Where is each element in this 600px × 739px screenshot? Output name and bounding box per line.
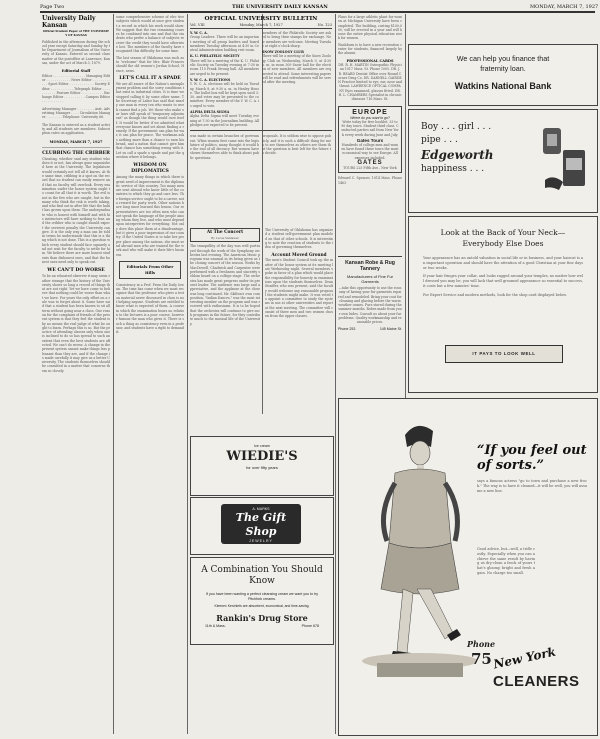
robe-ad: Kansan Robe & Rug Tannery Manufacturers of Fine Fur Garments —take this opportunity to use the economy of having your fur garments repaired and remodeled. Bring your coat for cleaning and glazing before the warm weather comes. Furs stored during the summer months. Robes made from your own hides. Consult us about your fur problems. Quality workmanship and reasonable prices. Phone 253 145 Maine St. bbox=[338, 256, 402, 396]
column-rule bbox=[113, 14, 114, 734]
europe-ad: EUROPE Where do you want to go? Write today for free booklet. 33 to 90 day tours. Student third class. Conducted parties sail from New York every week during June and July. Gates Tours Hundreds of college men and women have found these tours the most economical way to see Europe. All expenses included. GATES TOURS 225 Fifth Ave., New York bbox=[338, 106, 402, 174]
rankin-address: 11th & Mass. bbox=[205, 623, 226, 628]
gift-shop-top: A. MARKS bbox=[252, 507, 270, 511]
robe-line4: Garments bbox=[361, 279, 379, 284]
header-date: MONDAY, MARCH 7, 1927 bbox=[530, 4, 599, 10]
council-column: The University of Oklahoma has organized a student self-government plan modeled on that of other schools. It is interesting to note the reaction of students to the idea of governing themselves. Account Moved Ground The men's Student Council took up the matter of the honor system at its meeting last Wednesday night. Several members spoke in favor of a plan which would place the responsibility for honesty in examinations upon the students themselves. Dean Stouffer, who was present, said the faculty would welcome any reasonable proposal the students might make. It was voted to appoint a committee to study the systems in use at other universities and report at the next meeting. The committee will consist of three men and two women chosen from the upper classes. bbox=[265, 228, 333, 319]
column-two-headline-1: LET'S CALL IT A SPADE bbox=[119, 75, 181, 81]
edgeworth-line1: Boy . . . girl . . . bbox=[421, 122, 492, 132]
header-rule bbox=[40, 11, 595, 13]
column-two: some comprehensive scheme of elec tive subjects which would at once give student a record in which his work would show. We suggest that the two remaining courses be combined into one and that the students who prefer a balance of subjects receive the credit they would have otherwise lost. The members of the faculty have recognized this difficulty for some time. The last season of Oklahoma was such as to "welcome" that for Mrs. Blair Frances should the old women's Jordan School, Hence, news. LET'S CALL IT A SPADE We are all aware of the Nation's unemployment problem and the sorry conditions that exist in industrial cities. It is time we stopped calling it by some other name. The Secretary of Labor has said that nearly one man in every ten who wants to work cannot find a job. Yet those who make our laws still speak of "temporary adjustment" as though the thing would cure itself. It would be better if we admitted what everyone knows and set about finding a remedy. If the government can plan for war, it can plan for peace. The workman asks nothing more than a chance to earn his bread, and a nation that cannot give him that chance has something wrong with it. Let us call a spade a spade and put the question where it belongs. WISDOM ON DIPLOMATICS Among the many things in which there is great need of improvement is the diplomatic service of this country. Too many men are sent abroad who know little of the countries to which they go and care less. The foreign service ought to be a career, not a reward for party work. Other nations have long since learned this lesson. Our representatives are too often men who cannot speak the language of the people among whom they live, and who must depend upon interpreters for everything. Not only does this place them at a disadvantage, but it gives a poor impression of our country. If the United States is to take her proper place among the nations, she must send abroad men who are trained for the work and who will make it their life's business. Editorials From Other Hills Consistency in a Prof. From the Daily Iowan. The time has come when we must recognize that the professor who gives a test on material never discussed in class is not helping anyone. Students are entitled to know what is expected of them. A course in which the examination bears no relation to the lectures is a poor course, however famous the man who gives it. There is such a thing as consistency even in a professor, and students have a right to demand it. bbox=[116, 15, 184, 335]
notice-heading: Y. W. C. A. bbox=[190, 31, 208, 35]
masthead-name: University Daily Kansan bbox=[42, 15, 96, 29]
watkins-name: Watkins National Bank bbox=[454, 81, 552, 91]
editorial-headline-1: CLUBBING THE CRIBBER bbox=[42, 150, 110, 156]
cleaners-word: CLEANERS bbox=[493, 673, 580, 690]
cleaners-quote: “If you feel out of sorts.” bbox=[477, 443, 587, 473]
notice-heading: ALPHA DELTA SIGMA bbox=[190, 110, 230, 115]
watkins-line1: We can help you finance that bbox=[456, 54, 550, 63]
notice-heading: Y. W. C. A. ELECTIONS bbox=[190, 77, 231, 82]
robe-address: 145 Maine St. bbox=[379, 326, 402, 331]
editorial-date: MONDAY, MARCH 7, 1927 bbox=[49, 139, 103, 144]
editorial-column: University Daily Kansan Official Student Paper of THE UNIVERSITY OF KANSAS Published in the afternoon during the school year except Saturday and Sunday by the Department of Journalism of the University of Kansas. Entered as second class matter at the postoffice at Lawrence, Kansas, under the act of March 3, 1879. Editorial Staff Editor . . . . . . . . . . . . . . . . Managing Editor . . . . . . . . . . . . News Editor . . . . . . . . . . . . Sport Editor . . . . . . . . . . . . Society Editor . . . . . . . . . . . Telegraph Editor . . . . . . . . . . . Feature Editor . . . . . . . . . . . Exchange Editor . . . . . . . . . . Campus Editor . . . . . . . . . . . Advertising Manager . . . . . . . . Asst. Advertising Manager . . . . Circulation Manager . . . . . . . . Telephone: University 66. The Kansan is entered as a student activity and all students are members. Subscription rates on application. MONDAY, MARCH 7, 1927 CLUBBING THE CRIBBER Cheating, whether said any student who does it or not, has always gone unpunished here at the University. The legislature would certainly not tell all it knows. At the same time, cribbing is a spot on the record that no student can easily remove and that no faculty will overlook. Every examination under the honor system ought to count for all that it is worth. The evil is not in the few who are caught, but in the many who think the risk is worth taking, and who find out in after life that the habit has grown upon them. The undergraduate who is honest with himself and with his instructors will have nothing to fear, and the cribber who is caught should expect the severest penalty the University can give. It is the only way a man can be told in terms he understands that this is a thing which is not done. This is a question which every student should face squarely and not wait for the faculty to settle for him. We believe there are more honest students than dishonest ones, and that the honest ones need only to speak out. WE CAN'T DO WORSE To be an educated observer it may seem rather strange that the history of the University shows so long a record of things that are not right. Yet we have come to believe that nothing could be worse than what we have. For years the only effort on a rule was to forget about it. Some have said that a student has been known to sit all term without going near a class. One reason for the complaint of friends of the present system is that they feel the student is by no means the real judge of what he ought to learn. Perhaps this is so. But the practice of attending classes only when one is inclined to do so has spread to such an extent that even the best students are affected. We can't do worse. A change in the present system cannot make things less pleasant than they are, and if the change is made carefully it may give us a better University. The students themselves should be consulted in a matter that concerns them so closely. bbox=[42, 15, 110, 373]
other-hills-box bbox=[119, 261, 181, 279]
concert-box bbox=[190, 228, 260, 242]
barber-badge-text: IT PAYS TO LOOK WELL bbox=[472, 351, 536, 356]
europe-name: EUROPE bbox=[352, 108, 388, 116]
bulletin-date: Monday, March 7, 1927 bbox=[239, 23, 283, 27]
column-rule bbox=[335, 14, 336, 734]
neck-line2: Everybody Else Does bbox=[462, 239, 544, 248]
column-rule bbox=[405, 14, 406, 399]
europe-tours-head: Gates Tours bbox=[356, 137, 384, 143]
gift-shop-bottom: JEWELRY bbox=[249, 539, 273, 543]
watkins-ad bbox=[408, 44, 598, 106]
column-two-headline-2: WISDOM ON DIPLOMATICS bbox=[131, 163, 169, 175]
column-rule bbox=[187, 14, 188, 734]
rankin-name: Rankin's Drug Store bbox=[216, 612, 308, 623]
rankin-phone: Phone 678 bbox=[301, 623, 319, 628]
editorial-headline-2: WE CAN'T DO WORSE bbox=[47, 268, 105, 274]
professional-cards-head: PROFESSIONAL CARDS bbox=[346, 58, 394, 63]
edgeworth-ad bbox=[408, 109, 598, 213]
wiedie-name: WIEDIE'S bbox=[226, 449, 298, 464]
rankin-body: If you have been wanting a perfect cleansing cream we want you to try Pitchfork creams. bbox=[205, 592, 319, 601]
cleaners-quote-block: “If you feel out of sorts.” says a famous actress "go to town and purchase a new frock." The way is to have it cleaned—it will be well, you will assume a new line. bbox=[477, 443, 587, 493]
council-headline: Account Moved Ground bbox=[271, 252, 327, 258]
notice-heading: SNOW ZOOLOGY CLUB bbox=[262, 50, 304, 55]
robe-line2: Tannery bbox=[360, 266, 380, 272]
notice-heading: K. U. PHILATELIC SOCIETY bbox=[190, 54, 240, 59]
bulletin: OFFICIAL UNIVERSITY BULLETIN Vol. VIII Monday, March 7, 1927 No. 123 Y. W. C. A. Group Leaders: There will be an important meeting of all group leaders and board members Tuesday afternoon at 4:30 in Central Administration building rest room. K. U. PHILATELIC SOCIETY There will be a meeting of the K. U. Philatelic Society on Tuesday evening at 7:30 in room 110 Frank Strong hall. All members are urged to be present. Y. W. C. A. ELECTIONS Y. W. C. A. elections will be held on Tuesday, March 8, at 9:30 a. m. in Henley House. The ballot box will be kept open until 3:30, and votes may be presented to the committee. Every member of the Y. W. C. A. is urged to vote. ALPHA DELTA SIGMA Alpha Delta Sigma will meet Tuesday evening at 7:30 in the Journalism building. All pledges are expected to be present. members of the Philatelic Society are asked to bring their stamps for exchange. New members are welcome. Meeting Tuesday at eight o'clock sharp. SNOW ZOOLOGY CLUB There will be a meeting of the Snow Zoology Club on Wednesday, March 9, at 4:30 p. m. in room 309 Snow hall for the election of new members. All members are requested to attend. Some interesting papers will be read and refreshments will be served after the meeting. was made in certain branches of government. When women first came into the legislature of politics, many thought it would be the end of all decency. But women have shown themselves able to think about public questions. proposals. It is seldom wise to oppose publicly, and it is such a difficult thing for men to see themselves as others see them that the question is best left for the future to decide. bbox=[190, 16, 332, 160]
gift-shop-name: The Gift Shop bbox=[235, 511, 287, 538]
staff-heading: Editorial Staff bbox=[61, 69, 91, 74]
watkins-line2: fraternity loan. bbox=[480, 64, 526, 73]
notices-column: Plans for a large athletic plant for women at Michigan University have been completed. The building, costing $100,000, will be erected in a year and will house the entire physical education work for women. Washburn is to have a new recreation center for students, financed largely by the alumni. PROFESSIONAL CARDS DR. R. H. MARTIN Osteopathic Physician 1017 Mass. St. Phone 1005. DR. J. R. BEARD Dentist Office over Round Corner Drug Co. DR. DARNELL GAIRDEN Practice limited to eye, ear, nose and throat. LAWRENCE OPTICAL COMPANY Eyes examined, glasses fitted. DR. H. L. CHAMBERS Specialist in chronic diseases 716 Mass. St. EUROPE Where do you want to go? Write today for free booklet. 33 to 90 day tours. Student third class. Conducted parties sail from New York every week during June and July. Gates Tours Hundreds of college men and women have found these tours the most economical way to see Europe. All expenses included. GATES TOURS 225 Fifth Ave., New York Edward C. Spencer, 1014 Mass. Phone 1463 bbox=[338, 15, 402, 185]
wiedie-ad bbox=[190, 436, 334, 496]
wiedie-line3: for over fifty years bbox=[246, 465, 278, 470]
cleaners-logo bbox=[465, 619, 591, 729]
paper-title: THE UNIVERSITY DAILY KANSAN bbox=[232, 4, 328, 10]
gift-shop-ad bbox=[190, 497, 334, 555]
rankin-sub: Kleenex Kerchiefs are absorbent, economical, and time-saving. bbox=[214, 604, 310, 609]
cleaners-phone-word: Phone bbox=[467, 639, 496, 649]
wiedie-line1: Ice cream bbox=[254, 444, 270, 448]
robe-phone: Phone 253 bbox=[338, 326, 356, 331]
other-hills-title: Editorials From Other Hills bbox=[126, 263, 174, 275]
gift-shop-logo bbox=[221, 504, 301, 544]
barber-ad: Look at the Back of Your Neck— Everybody Else Does Your appearance has an untold valuation in social life or in business, and your haircut is an important operation and should have the attention of a good Christian at your fine days or two weeks. If your hair fringes your collar, and looks ragged around your temples, no matter how well dressed you may be, you will lack that well groomed appearance so essential to success, it costs but a few minutes' time. For Expert Service and modern methods, look for the shop card displayed below. IT PAYS TO LOOK WELL bbox=[408, 216, 598, 393]
bulletin-title: OFFICIAL UNIVERSITY BULLETIN bbox=[204, 16, 318, 22]
cleaners-ad: “If you feel out of sorts.” says a famous actress "go to town and purchase a new frock." The way is to have it cleaned—it will be well, you will assume a new line. Good advice, but—well, a trifle costly. Especially when you can achieve the same result by having us dry-clean a frock of yours that's gloomy, bright and fresh again. No charge too small. Phone 75 New York CLEANERS bbox=[338, 398, 598, 736]
page-label: Page Two bbox=[40, 4, 65, 10]
robe-line1: Kansan Robe & Rug bbox=[345, 260, 395, 266]
tobacco-tin-icon bbox=[539, 120, 589, 200]
edgeworth-line2: pipe . . . bbox=[421, 135, 458, 145]
rankin-headline: A Combination You Should Know bbox=[201, 565, 323, 586]
edgeworth-name: Edgeworth bbox=[421, 148, 494, 162]
cleaners-brand: New York bbox=[492, 644, 558, 672]
cleaners-phone-number: 75 bbox=[471, 650, 492, 668]
concert-byline: By Lucas Vanlawer bbox=[211, 236, 239, 240]
fashion-woman-illustration bbox=[347, 413, 477, 713]
rankin-ad bbox=[190, 557, 334, 645]
europe-question: Where do you want to go? bbox=[350, 115, 390, 120]
masthead-sub: Official Student Paper of THE UNIVERSITY OF KANSAS bbox=[42, 29, 110, 38]
bulletin-dateline bbox=[190, 23, 332, 29]
bulletin-volume: Vol. VIII bbox=[190, 23, 205, 27]
robe-line3: Manufacturers of Fine Fur bbox=[346, 274, 394, 279]
concert-headline: At The Concert bbox=[206, 230, 244, 235]
barber-badge bbox=[445, 345, 563, 363]
neck-line1: Look at the Back of Your Neck— bbox=[440, 228, 566, 237]
edgeworth-line4: happiness . . . bbox=[421, 164, 485, 174]
bulletin-number: No. 123 bbox=[317, 23, 332, 27]
concert-column: At The Concert By Lucas Vanlawer The tranquillity of the day was well portrayed through the work of the Symphony orchestra last evening. The American Music program was unusual in its being given as the closing concert of the season. Works by MacDowell, Chadwick and Carpenter were performed with a freshness and sincerity seldom heard on a college stage. The orchestra has made great progress under its present leader. The audience was large and appreciative, and the applause at the close was long continued. Mr. Skilton's own composition, "Indian Dances," was the most interesting number on the program and was received with enthusiasm. It is to be hoped that the orchestra will continue to give such programs in the future, for they contribute much to the musical life of the University. bbox=[190, 230, 260, 326]
europe-sub: GATES bbox=[357, 160, 383, 167]
